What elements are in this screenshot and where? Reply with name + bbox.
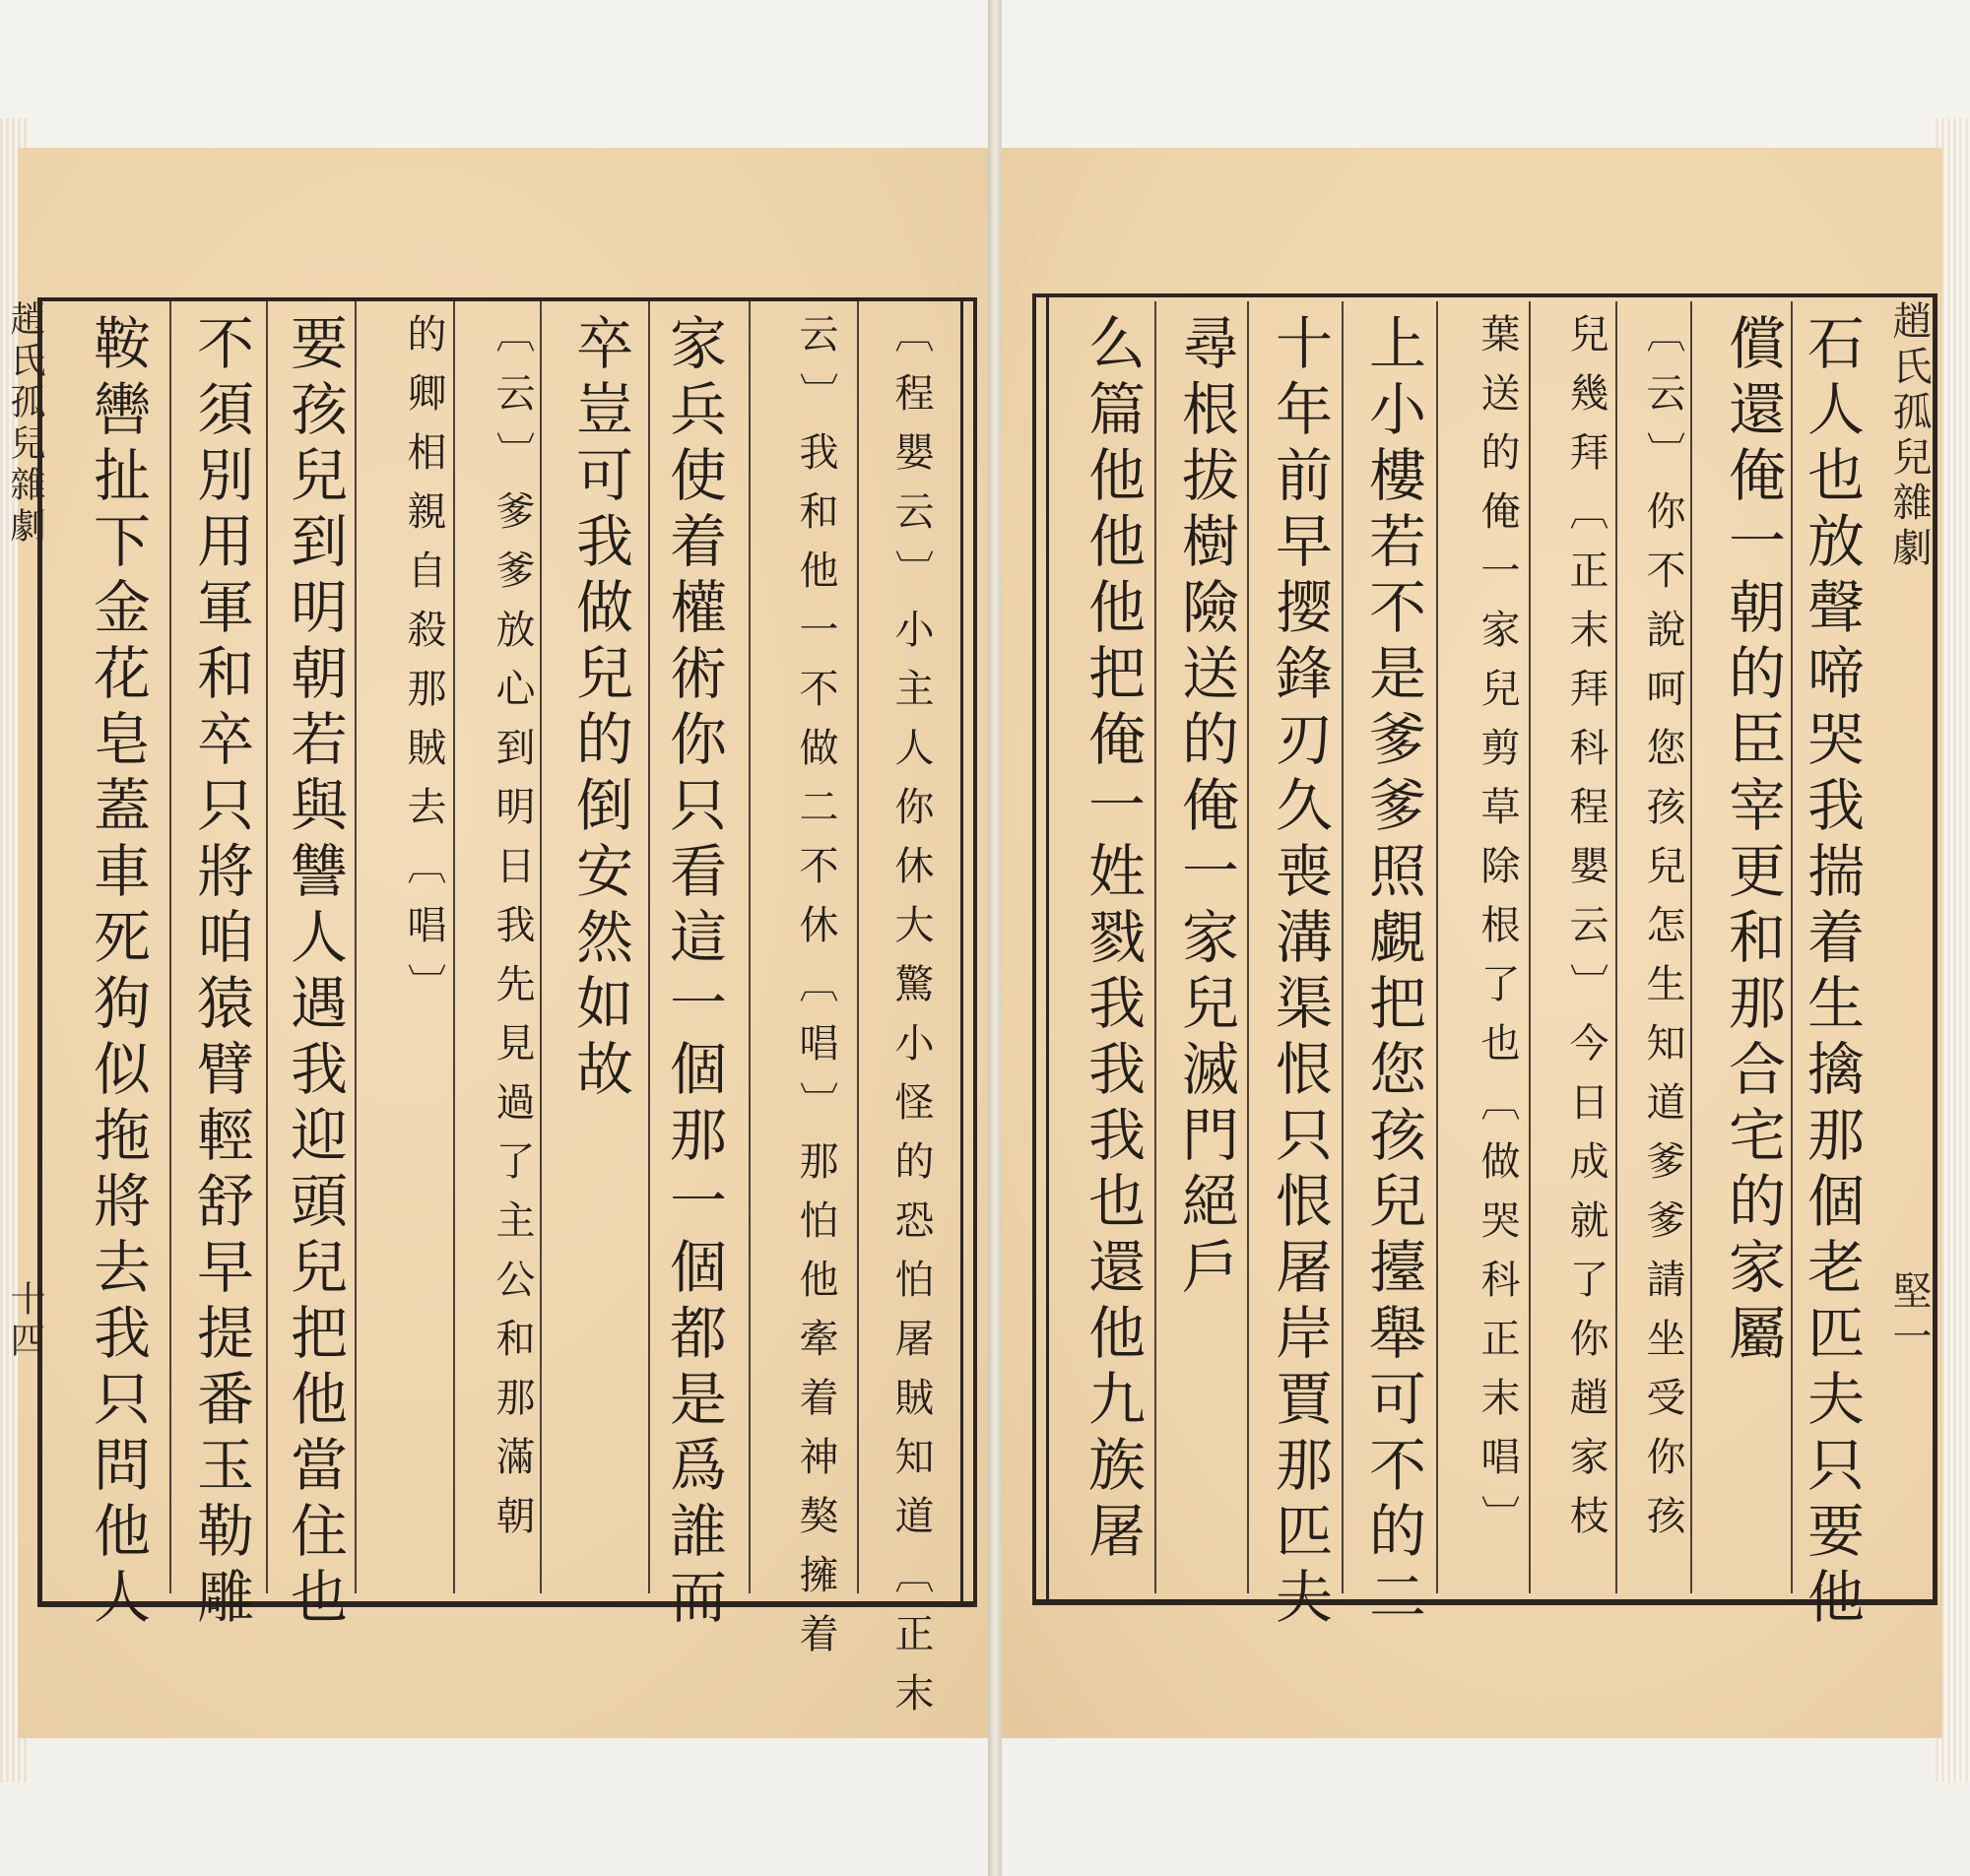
right-margin-title-suffix: 雜劇: [1886, 482, 1932, 572]
column-rule: [1791, 301, 1793, 1593]
column-rule: [453, 301, 455, 1593]
left-col-8: 不須別用軍和卒只將咱猿臂輕舒早提番玉勒雕: [187, 313, 254, 1633]
left-col-6: 的卿相親自殺那賊去〔唱〕: [401, 313, 446, 1022]
right-col-7: 十年前早撄鋒刃久喪溝渠恨只恨屠岸賈那匹夫: [1266, 313, 1333, 1633]
left-col-1: 〔程嬰云〕小主人你休大驚小怪的恐怕屠賊知道〔正末: [888, 313, 934, 1731]
left-col-3: 家兵使着權術你只看這一個那一個都是爲誰而: [660, 313, 727, 1633]
right-col-3: 〔云〕你不說呵您孩兒怎生知道爹爹請坐受你孩: [1640, 313, 1685, 1554]
column-rule: [1529, 301, 1531, 1593]
column-rule: [1436, 301, 1438, 1593]
left-col-5: 〔云〕爹爹放心到明日我先見過了主公和那滿朝: [490, 313, 535, 1554]
column-rule: [1154, 301, 1156, 1593]
book-gutter: [988, 0, 1002, 1876]
left-col-7: 要孩兒到明朝若與讐人遇我迎頭兒把他當住也: [281, 313, 348, 1633]
left-page-margin-title: [0, 300, 50, 549]
page-top-margin: [0, 0, 1970, 148]
right-col-1: 石人也放聲啼哭我揣着生擒那個老匹夫只要他: [1798, 313, 1865, 1633]
right-col-4: 兒幾拜〔正末拜科程嬰云〕今日成就了你趙家枝: [1563, 313, 1609, 1554]
left-col-9: 鞍轡扯下金花皂蓋車死狗似拖將去我只問他人: [84, 313, 151, 1633]
left-col-4: 卒豈可我做兒的倒安然如故: [566, 313, 633, 1105]
right-page-margin-page: 堅一: [1886, 1270, 1932, 1361]
right-col-6: 上小樓若不是爹爹照覷把您孩兒擡舉可不的二: [1359, 313, 1426, 1633]
column-rule: [266, 301, 268, 1593]
column-rule: [1247, 301, 1249, 1593]
right-margin-title-text: 趙氏孤兒: [1886, 300, 1932, 482]
right-col-8: 尋根拔樹險送的俺一家兒滅門絕戶: [1172, 313, 1239, 1303]
right-col-9: 么篇他他他把俺一姓戮我我我也還他九族屠: [1079, 313, 1146, 1567]
column-rule: [1342, 301, 1344, 1593]
column-rule: [1690, 301, 1692, 1593]
column-rule: [749, 301, 751, 1593]
right-page-inner-border: [1046, 297, 1049, 1599]
column-rule: [169, 301, 171, 1593]
page-bottom-margin: [0, 1733, 1970, 1876]
column-rule: [648, 301, 650, 1593]
left-margin-title-suffix: 雜劇: [5, 466, 45, 549]
column-rule: [540, 301, 542, 1593]
left-col-2: 云〕我和他一不做二不休〔唱〕那怕他牽着神獒擁着: [793, 313, 838, 1672]
right-page-margin-title: [1881, 300, 1937, 572]
right-col-5: 葉送的俺一家兒剪草除根了也〔做哭科正末唱〕: [1475, 313, 1520, 1554]
column-rule: [355, 301, 357, 1593]
column-rule: [1615, 301, 1617, 1593]
left-page-inner-border: [960, 301, 963, 1601]
left-page-margin-page: 十四: [5, 1280, 45, 1363]
right-col-2: 償還俺一朝的臣宰更和那合宅的家屬: [1719, 313, 1786, 1369]
left-margin-title-text: 趙氏孤兒: [5, 300, 45, 466]
column-rule: [857, 301, 859, 1593]
